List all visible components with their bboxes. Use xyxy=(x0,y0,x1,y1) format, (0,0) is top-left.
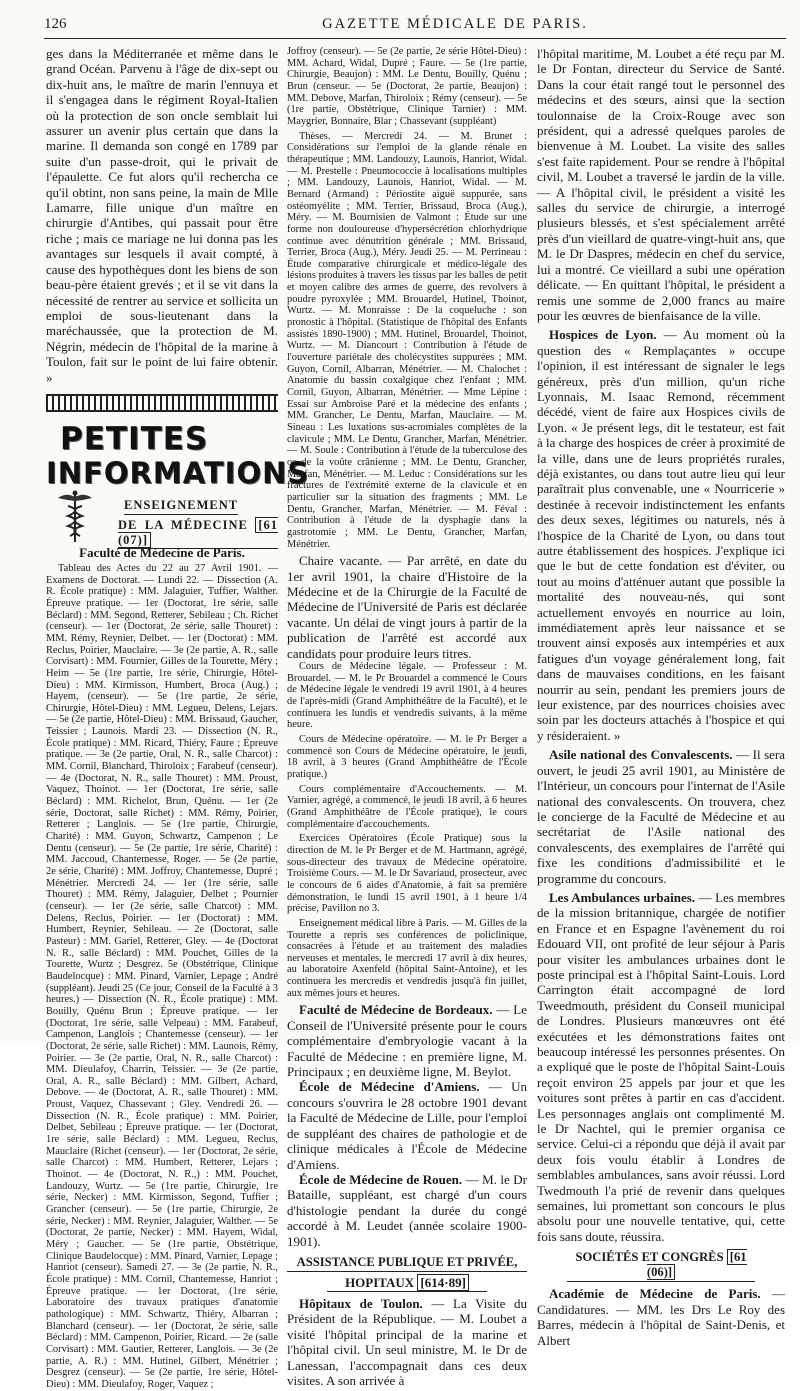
assistance-heading: ASSISTANCE PUBLIQUE ET PRIVÉE, xyxy=(287,1255,527,1272)
bordeaux-heading: Faculté de Médecine de Bordeaux. xyxy=(299,1002,493,1018)
intro-paragraph: ges dans la Méditerranée et même dans le grand Océan. Parvenu à l'âge de dix-sept ou dix-huit ans, le maître de marin l'ennuya et il s'engagea dans le régiment Royal-Italien où la protection de son oncle semblait lui assurer un avenir plus certain que dans la marine. Il demanda son congé en 1789 par suite d'un passe-droit, qui le privait de l'épaulette. Ce fut alors qu'il rechercha ce qu'il obtint, non sans peine, la main de Mlle Lamarre, fille unique d'un maître en chirurgie d'Antibes, qui passait pour être riche ; mais ce mariage ne lui donna pas les avantages sur lesquels il avait compté, à cause des hypothèques dont les biens de son beau-père étaient grevés ; et il se vit dans la nécessité de rentrer au service et sollicita un emploi de sous-lieutenant dans la maréchaussée, que la protection de M. Négrin, médecin de l'hôpital de la marine à Toulon, fait sur le point de lui faire obtenir. » xyxy=(46,46,278,385)
academie-heading: Académie de Médecine de Paris. xyxy=(549,1286,761,1302)
cours-medecine-legale: Cours de Médecine légale. — Professeur : M. Brouardel. — M. le Pr Brouardel a commencé le Cours de Médecine légale le vendredi 19 avril 1901, à 4 heures de l'après-midi (Grand Amphithéâtre de la Faculté), et le continuera les lundis et vendredis suivants, à la même heure. xyxy=(287,661,527,731)
hopitaux-label: HOPITAUX xyxy=(345,1274,415,1290)
journal-title: GAZETTE MÉDICALE DE PARIS. xyxy=(322,16,588,32)
section-title-informations: INFORMATIONS xyxy=(46,455,310,490)
column-1 xyxy=(46,46,310,1390)
asile-text: — Il sera ouvert, le jeudi 25 avril 1901, au Ministère de l'Intérieur, un concours pour l'internat de l'Asile national des convalescents. On trouvera, chez le concierge de la Faculté de Médecine et au secrétariat de l'Asile national des convalescents, des exemplaires de l'arrêté qui fixe les conditions d'admissibilité et le programme du concours. xyxy=(537,747,786,886)
classification-code: [61 (07)] xyxy=(118,517,279,547)
hopitaux-heading xyxy=(327,1275,487,1292)
chaire-vacante: Chaire vacante. — Par arrêté, en date du 1er avril 1901, la chaire d'Histoire de la Médecine et de la Chirurgie de la Faculté de Médecine de l'Université de Paris est déclarée vacante. Un délai de vingt jours à partir de la publication de l'arrêté est accordé aux candidats pour produire leurs titres. xyxy=(287,553,527,661)
column-3 xyxy=(537,46,786,1348)
faculte-paris-heading: Faculté de Médecine de Paris. xyxy=(79,544,245,560)
amiens-heading: École de Médecine d'Amiens. xyxy=(299,1079,480,1095)
de-la-medecine-text: DE LA MÉDECINE xyxy=(118,517,248,532)
amiens-text: — Un concours s'ouvrira le 28 octobre 1901 devant la Faculté de Médecine de Lille, pour l'emploi de suppléant des chaires de pathologie et de clinique médicales à l'École de Médecine d'Amiens. xyxy=(287,1079,528,1172)
societes-label: SOCIÉTÉS ET CONGRÈS xyxy=(575,1250,724,1265)
caduceus-icon xyxy=(56,488,94,544)
bordeaux-item xyxy=(287,1002,527,1079)
theses-paragraph: Thèses. — Mercredi 24. — M. Brunet : Considérations sur l'emploi de la glande rénale en thérapeutique ; MM. Landouzy, Launois, Hanriot, Widal. — M. Prestelle : Pneumococcie à localisations multiples ; MM. Landouzy, Launois, Hanriot, Widal. — M. Bernard (Armand) : Périostite aiguë suppurée, sans ostéomyélite ; MM. Terrier, Brissaud, Broca (Aug.), Méry. — M. Bournisien de Valmont : Étude sur une forme non douloureuse d'hypersécrétion chlorhydrique continue avec dénutrition générale ; MM. Brissaud, Terrier, Broca (Aug.), Méry. Jeudi 25. — M. Perrineau : Étude comparative chirurgicale et médico-légale des lésions produites à travers les tissus par les balles de petit et moyen calibre des armes de guerre, des revolvers à poudre pyroxylée ; MM. Brouardel, Hutinel, Thoinot, Wurtz. — M. Monraisse : De la coqueluche : son pronostic à l'hôpital. (Statistique de l'hôpital des Enfants assistés 1890-1900) ; MM. Hutinel, Brouardel, Thoinot, Wurtz. — M. Diancourt : Contribution à l'étude de l'ouverture pariétale des cholécystites suppurées ; MM. Guyon, Cornil, Albarran, Ménétrier. — M. Chalochet : Anatomie du bassin coxalgique chez l'enfant ; MM. Cornil, Guyon, Albarran, Ménétrier. — Mme Lépine : Essai sur Ambroise Paré et la médecine des enfants ; MM. Grancher, Le Dentu, Marfan, Mauclaire. — M. Sineau : Les luxations sus-acromiales complètes de la clavicule ; MM. Le Dentu, Grancher, Marfan, Ménétrier. — M. Soule : Contribution à l'étude de la tuberculose des os de la voûte crânienne ; MM. Le Dentu, Grancher, Marfan, Ménétrier. — M. Leduc : Considérations sur les fractures de l'extrémité externe de la clavicule et en particulier sur la situation des fragments ; MM. Le Dentu, Grancher, Marfan, Ménétrier. — M. Féval : Contribution à l'étude de la dysphagie dans la gastrotomie ; MM. Le Dentu, Grancher, Marfan, Ménétrier. xyxy=(287,130,527,550)
ornament-divider xyxy=(46,394,278,412)
toulon-item xyxy=(287,1296,527,1388)
lyon-heading: Hospices de Lyon. xyxy=(549,327,657,343)
ambulances-heading: Les Ambulances urbaines. xyxy=(549,889,696,905)
asile-heading: Asile national des Convalescents. xyxy=(549,747,733,763)
lyon-text: — Au moment où la question des « Remplaçantes » occupe l'opinion, il est intéressant de signaler le legs généreux, près d'un million, qu'un riche Lyonnais, M. Isaac Remond, récemment décédé, vient de faire aux Hospices civils de Lyon. « Je présent legs, dit le testateur, est fait à la charge des hospices de créer à proximité de la ville, dans une de leurs propriétés rurales, déjà existantes, ou dans tout autre lieu qui leur paraîtrait plus convenable, une « Nourricerie » destinée à recevoir indistinctement les enfants des deux sexes, légitimes ou naturels, nés à l'hospice de la Charité de Lyon, ou dans tout autre établissement des hospices. J'explique ici que le but de cette fondation est d'éviter, ou tout au moins d'atténuer autant que possible la mortalité des nouveau-nés, qui sont actuellement envoyés en nourrice au loin, immédiatement après leur naissance et se trouvent ainsi exposés aux intempéries et aux fatigues d'un voyage généralement long, fait dans de mauvaises conditions, en les faisant nourrir au sein, pendant les premiers jours de leur existence, par des nourrices choisies avec soin par les docteurs attachés à l'hospice et qui y résideraient. » xyxy=(537,327,786,743)
column-2 xyxy=(287,46,528,1388)
societes-code: [61 (06)] xyxy=(646,1250,747,1280)
ambulances-item xyxy=(537,890,785,1244)
actes-continued: Joffroy (censeur). — 5e (2e partie, 2e série Hôtel-Dieu) : MM. Achard, Widal, Dupré ; Faure. — 5e (1re partie, Chirurgie, Beaujon) : MM. Le Dentu, Bouilly, Quénu ; Brun (censeur. — 5e (Doctorat, 2e partie, Beaujon) : MM. Debove, Marfan, Thiroloix ; Rémy (censeur). — 5e (1re partie, Obstétrique, Clinique Tarnier) : MM. Maygrier, Bonnaire, Blar ; Chassevant (suppléant) xyxy=(287,46,527,127)
bordeaux-text: — Le Conseil de l'Université présente pour le cours complémentaire d'embryologie vacant à la Faculté de Médecine : en première ligne, M. Principaux ; en deuxième ligne, M. Beylot. xyxy=(287,1002,527,1080)
societes-heading xyxy=(567,1250,755,1282)
page-number: 126 xyxy=(44,16,67,32)
hopitaux-code: [614·89] xyxy=(417,1274,469,1291)
rouen-text: — M. le Dr Bataille, suppléant, est chargé d'un cours d'histologie pendant la durée du congé accordé à M. Leudet (année scolaire 1900-1901). xyxy=(287,1171,527,1249)
rouen-heading: École de Médecine de Rouen. xyxy=(299,1171,463,1187)
enseignement-heading xyxy=(46,496,279,547)
academie-text: — Candidatures. — MM. les Drs Le Roy des Barres, médecin à l'hôpital de Saint-Denis, et Albert xyxy=(537,1286,785,1348)
lyon-item xyxy=(537,327,785,743)
cours-accouchements: Cours complémentaire d'Accouchements. — M. Varnier, agrégé, a commencé, le jeudi 18 avril, à 6 heures (Grand Amphithéâtre de l'École pratique), le cours complémentaire d'accouchements. xyxy=(287,783,527,830)
section-title-petites: PETITES xyxy=(60,420,209,457)
page-header xyxy=(44,16,786,39)
asile-item xyxy=(537,747,785,886)
de-la-medecine-label xyxy=(118,518,278,549)
exercices-operatoires: Exercices Opératoires (École Pratique) sous la direction de M. le Pr Berger et de M. Hartmann, agrégé, sous-directeur des travaux de Médecine opératoire. Troisième Cours. — M. le Dr Savariaud, prosecteur, avec le concours de 6 aides d'Anatomie, à fait sa première démonstration, le lundi 15 avril 1901, à 1 heure 1/4 précise, Pavillon no 3. xyxy=(287,833,527,915)
rouen-item xyxy=(287,1172,527,1249)
academie-item xyxy=(537,1286,785,1348)
toulon-continued: l'hôpital maritime, M. Loubet a été reçu par M. le Dr Fontan, directeur du Service de Santé. Dans la cour était rangé tout le personnel des médecins et des sœurs, ainsi que la section toulonnaise de la Croix-Rouge avec son président, qui a adressé quelques paroles de bienvenue à M. Loubet. La visite des salles s'est faite rapidement. Pour se rendre à l'hôpital civil, M. Loubet a traversé le jardin de la ville. — A l'hôpital civil, le président a visité les salles du service de chirurgie, a interrogé plusieurs blessés, et s'est spécialement arrêté près d'un vieillard de quatre-vingt-huit ans, que M. le Dr Daspres, médecin en chef du service, lui a montré. Ce vieillard a subi une opération délicate. — En quittant l'hôpital, le président a remis une somme de 2,000 francs au maire pour les œuvres de bienfaisance de la ville. xyxy=(537,46,785,323)
ambulances-text: — Les membres de la mission britannique, chargée de notifier en France et en Espagne l'avènement du roi Edouard VII, ont profité de leur séjour à Paris pour visiter les ambulances urbaines dont le poste principal est à l'hôpital Saint-Louis. Lord Carrington était accompagné de lord Tweedmouth, président du Conseil municipal de Londres. Plusieurs manœuvres ont été exécutées et les démonstrations faites ont beaucoup intéressé les personnes présentes. On a expliqué que le poste de l'hôpital Saint-Louis reçoit environ 25 appels par jour et que les voitures sont prêtes à partir en cas d'accident. Les personnages anglais ont complimenté M. le Dr Nachtel, qui le premier organisa ce service. Celui-ci a répondu que déjà il avait par deux fois voulu établir à Londres de semblables ambulances, sans avoir réussi. Lord Twedmouth l'a prié de revenir dans quelques semaines, lui promettant son concours le plus absolu pour une nouvelle tentative, qui, cette fois sans doute, réussira. xyxy=(537,889,786,1244)
tableau-des-actes: Tableau des Actes du 22 au 27 Avril 1901. — Examens de Doctorat. — Lundi 22. — Dissection (A. R. École pratique) : MM. Jalaguier, Tuffier, Walther. Épreuve pratique. — 1er (Doctorat, 1re série, salle Béclard) : MM. Segond, Retterer, Sebileau ; Ch. Richet (censeur). — 1er (Doctorat, 2e série, salle Thouret) : MM. Rémy, Reynier, Delbet. — 1er (Doctorat) : MM. Reclus, Poirier, Mauclaire. — 3e (2e partie, A. R., salle Corvisart) : MM. Fournier, Gilles de la Tourette, Méry ; Heim — 5e (1re partie, 1re série, Chirurgie, Hôtel-Dieu) : MM. Kirmisson, Humbert, Broca (Aug.) ; Hayem, (censeur). — 5e (1re partie, 2e série, Chirurgie, Hôtel-Dieu) : MM. Legueu, Delens, Lejars. — 5e (2e partie, Hôtel-Dieu) : MM. Brissaud, Gaucher, Teissier ; Launois. Mardi 23. — Dissection (N. R., École pratique) : MM. Ricard, Thiéry, Faure ; Épreuve pratique. — 3e (2e partie, Oral, N. R., salle Charcot) : MM. Cornil, Blanchard, Thiroloix ; Farabeuf (censeur). — 4e (Doctorat, N. R., salle Thouret) : MM. Proust, Vaquez, Thoinot. — 1er (Doctorat, 1re série, salle Béclard) : MM. Richelot, Brun, Quénu. — 1er (2e série, Doctorat, salle Richet) : MM. Rémy, Poirier, Retterer ; Langlois. — 5e (1re partie, Chirurgie, Charité) : MM. Guyon, Schwartz, Campenon ; Le Dentu (censeur). — 5e (2e partie, 1re série, Charité) : MM. Jaccoud, Chantemesse, Roger. — 5e (2e partie, 2e série, Charité) : MM. Joffroy, Chantemesse, Dupré ; Ménétrier. Mercredi 24. — 1er (1re série, salle Thouret) : MM. Rémy, Jalaguier, Delbet ; Pournier (censeur). — 1er (2e série, salle Charcot) : MM. Delens, Reclus, Poirier. — 1er (Doctorat) : MM. Humbert, Reynier, Sebileau. — 2e (Doctorat, salle Pasteur) : MM. Gariel, Retterer, Gley. — 4e (Doctorat N. R., salle Béclard) : MM. Pouchet, Gilles de la Tourette, Wurtz ; Desgrez. 5e (Obstétrique, Clinique Baudelocque) : MM. Pinard, Varnier, Lepage ; André (suppléant). Jeudi 25 (Ce jour, Conseil de la Faculté à 3 heures.) — Dissection (N. R., École pratique) : MM. Bouilly, Quénu Brun ; Épreuve pratique. — 1er (Doctorat, 1re série, salle Velpeau) : MM. Farabeuf, Campenon, Langlois ; Chantemesse (censeur). — 1er (Doctorat, 2e série, salle Richet) : MM. Launois, Rémy, Poirier. — 3e (2e partie, Oral, N. R., salle Charcot) : MM. Dieulafoy, Charrin, Teissier. — 3e (2e partie, Oral, A. R., salle Béclard) : MM. Gilbert, Achard, Debove. — 4e (Doctorat, A. R., salle Thouret) : MM. Proust, Vaquez, Chassevant ; Gley. Vendredi 26. — Dissection (N. R., École pratique) : MM. Poirier, Delbet, Sebileau ; Épreuve pratique. — 1er (Doctorat, 1re série, salle Béclard) : MM. Legueu, Reclus, Mauclaire (Richet (censeur). — 1er (Doctorat, 2e série, salle Charcot) : MM. Humbert, Retterer, Lejars ; Thoinot. — 4e (Doctorat, N. R.,) : MM. Pouchet, Landouzy, Wurtz. — 5e (1re partie, Chirurgie, 1re série, Necker) : MM. Kirmisson, Segond, Tuffier ; Grancher (censeur). — 5e (1re partie, Chirurgie, 2e série, Necker) : MM. Reynier, Jalaguier, Walther. — 5e (Doctorat, 2e partie, Necker) : MM. Hayem, Widal, Méry ; Gaucher. — 5e (1re partie, Obstétrique, Clinique Baudelocque) : MM. Pinard, Varnier, Lepage ; Hanriot (censeur). Samedi 27. — 3e (2e partie, N. R., École pratique) : MM. Cornil, Chantemesse, Hanriot ; Épreuve pratique. — 1er Doctorat, (1re série, Laboratoire des travaux pratiques d'anatomie pathologique) : MM. Schwartz, Thiéry, Albarran ; Blanchard (censeur). — 1er (Doctorat, 2e série, salle Béclard) : MM. Campenon, Poirier, Ricard. — 2e (salle Corvisart) : MM. Gautier, Retterer, Langlois. — 3e (2e partie, A. R.) : MM. Hutinel, Gilbert, Ménétrier ; Desgrez (censeur). — 5e (2e partie, 1re série, Hôtel-Dieu) : MM. Dieulafoy, Roger, Vaquez ; xyxy=(46,562,278,1390)
amiens-item xyxy=(287,1079,527,1171)
enseignement-label: ENSEIGNEMENT xyxy=(124,498,238,515)
cours-medecine-operatoire: Cours de Médecine opératoire. — M. le Pr Berger a commencé son Cours de Médecine opératoire, le jeudi, 18 avril, à 3 heures (Grand Amphithéâtre de l'École pratique.) xyxy=(287,734,527,780)
toulon-text: — La Visite du Président de la République. — M. Loubet a visité l'hôpital principal de la marine et l'hôpital civil. Un seul ministre, M. le Dr de Lanessan, l'accompagnait dans ces deux visites. A son arrivée à xyxy=(287,1295,528,1388)
enseignement-libre: Enseignement médical libre à Paris. — M. Gilles de la Tourette a repris ses conférences de policlinique, consacrées à l'étude et au traitement des maladies nerveuses et mentales, le mercredi 17 avril à dix heures, au laboratoire Axenfeld (hôpital Saint-Antoine), et les continuera les mercredis et vendredis jusqu'à fin juillet, aux mêmes jours et heures. xyxy=(287,917,527,999)
toulon-heading: Hôpitaux de Toulon. xyxy=(299,1295,423,1311)
